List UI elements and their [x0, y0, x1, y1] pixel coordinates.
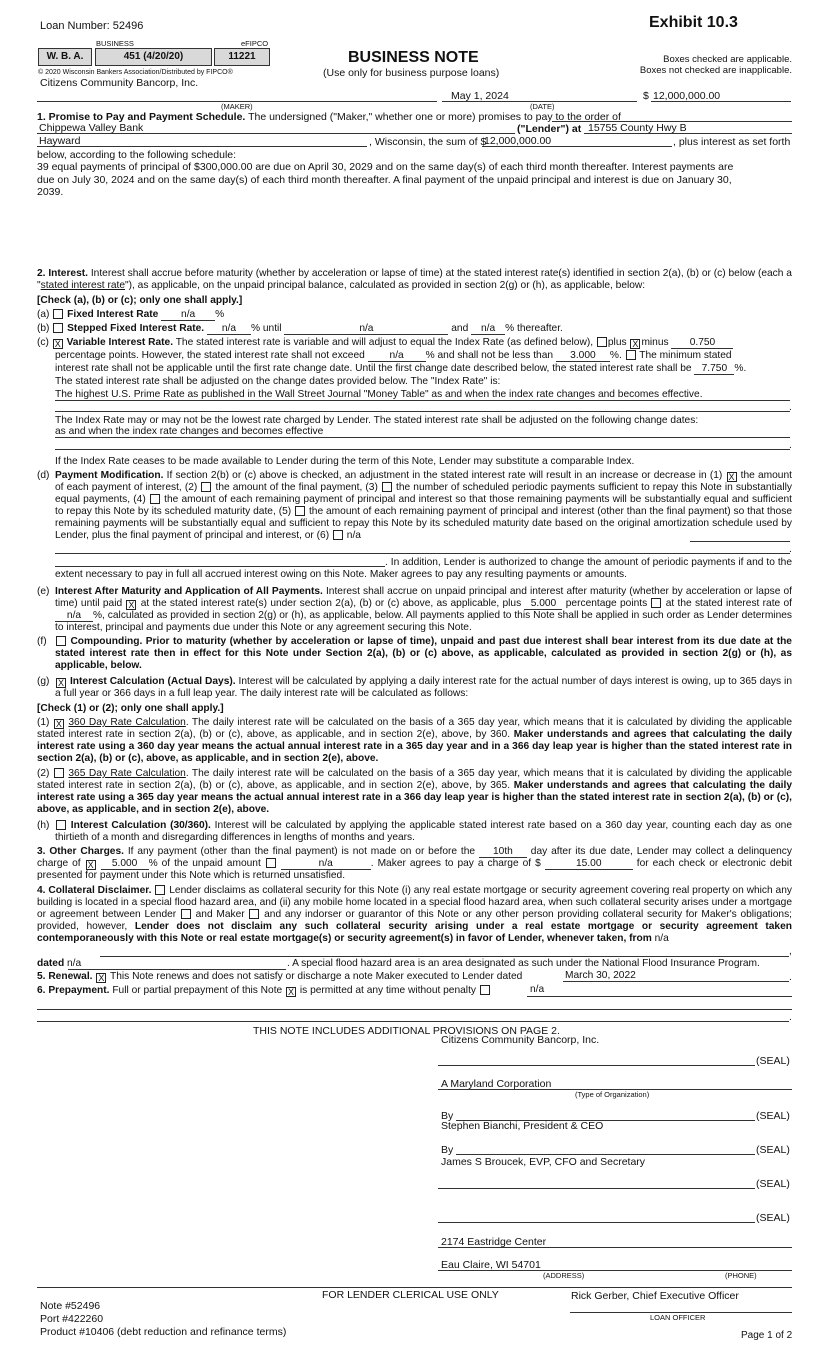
- dollar-sign: $: [643, 90, 649, 102]
- calc-360: (1) X 360 Day Rate Calculation. The daily interest rate will be calculated on the basis of a 365 day year, which means that it is calculated by dividing the applicable stated interest rate in section 2(a), (b) or (c), above, as applicable, and in section 2(e), above, by 360. Maker understands and agrees that calculating the daily interest rate using a 360 day year means the actual annual interest rate in a 365 day year and in a 366 day leap year is higher than the stated interest rate in section 2(a), (b) or (c), above, as applicable, and in section 2(e), above.: [37, 717, 792, 764]
- flood-hazard-text: . A special flood hazard area is an area designated as such under the National Flood Insurance Program.: [287, 958, 760, 969]
- checkbox-a[interactable]: [53, 309, 63, 319]
- maker-label: (MAKER): [221, 102, 253, 111]
- document-title: BUSINESS NOTE: [348, 49, 479, 66]
- payment-modification-tail: . In addition, Lender is authorized to change the amount of periodic payments if and to the extent necessary to pay in full all accrued interest owing on this Note. Maker agrees to pay any resulting payments or amounts.: [55, 557, 792, 580]
- address-label: (ADDRESS): [543, 1271, 585, 1280]
- lender-name: Chippewa Valley Bank: [39, 122, 144, 134]
- note-amount: 12,000,000.00: [653, 90, 721, 102]
- business-label: BUSINESS: [96, 39, 134, 48]
- check-abc-line: [Check (a), (b) or (c); only one shall apply.]: [37, 295, 243, 306]
- change-dates: as and when the index rate changes and becomes effective: [55, 426, 324, 437]
- e-label: (e): [37, 586, 50, 597]
- d-label: (d): [37, 470, 50, 481]
- option-c-line3: interest rate shall not be applicable until the first rate change date. Until the first change date described below, the stated interest rate shall be 7.750 %.: [55, 363, 747, 374]
- address-line-2: Eau Claire, WI 54701: [441, 1259, 541, 1271]
- index-substitute: If the Index Rate ceases to be made available to Lender during the term of this Note, Lender may substitute a comparable Index.: [55, 456, 635, 467]
- form-number-box: 451 (4/20/20): [95, 48, 212, 66]
- seal-5: (SEAL): [756, 1212, 790, 1224]
- organization-label: (Type of Organization): [575, 1090, 650, 1099]
- checkbox-b[interactable]: [53, 323, 63, 333]
- payment-schedule: 39 equal payments of principal of $300,000.00 are due on April 30, 2029 and on the same day(s) of each third month thereafter. Interest payments are due on July 30, 2024 and on the same day(s) of each third month thereafter. A final payment of the unpaid principal and interest is due on January 30, 2039.: [37, 161, 734, 198]
- checkbox-minus[interactable]: X: [632, 339, 639, 349]
- checkbox-e-plus[interactable]: X: [128, 600, 135, 610]
- collateral-disclaimer: 4. Collateral Disclaimer. Lender disclaims as collateral security for this Note (i) any real estate mortgage or security agreement covering real property on which any building is located in a special flood hazard area, and (ii) any mobile home located in a special flood hazard area, when such collateral security arises under a mortgage or agreement between Lender and Maker and any indorser or guarantor of this Note or any other person providing collateral security for Maker's obligations; provided, however, Lender does not disclaim any such collateral security arising under a real estate mortgage or security agreement taken contemporaneously with this Note or real estate mortgage(s) or security agreement(s) in favor of Lender, whenever taken, from n/a: [37, 885, 792, 944]
- lender-city: Hayward: [39, 135, 81, 147]
- other-charges: 3. Other Charges. If any payment (other than the final payment) is not made on or before the 10th day after its due date, Lender may collect a delinquency charge of X 5.000 % of the unpaid amount n/a . Maker agrees to pay a charge of $ 15.00 for each check or electronic debit presented for payment under this Note which is returned unsatisfied.: [37, 846, 792, 881]
- document-subtitle: (Use only for business purpose loans): [323, 67, 500, 79]
- index-rate: The highest U.S. Prime Rate as published in the Wall Street Journal "Money Table" as and when the index rate changes and becomes effective.: [55, 389, 703, 400]
- seal-4: (SEAL): [756, 1178, 790, 1190]
- g-label: (g): [37, 676, 50, 687]
- interest-30-360: Interest Calculation (30/360). Interest will be calculated by applying the applicable stated interest rate based on a 360 day year, counting each day as one thirtieth of a month and disregarding differences in lengths of months and years.: [55, 820, 792, 843]
- option-c-line2: percentage points. However, the stated interest rate shall not exceed n/a % and shall not be less than 3.000 %. The minimum stated: [55, 350, 732, 361]
- collateral-dated: dated n/a: [37, 958, 82, 969]
- checkbox-d2[interactable]: [201, 482, 211, 492]
- calc-365: (2) 365 Day Rate Calculation. The daily interest rate will be calculated on the basis of a 365 day year, which means that it is calculated by dividing the applicable stated interest rate in section 2(a), (b) or (c), above, as applicable, and in section 2(e), above, by 365. Maker understands and agrees that calculating the daily interest rate using a 365 day year means the actual annual interest rate in a 366 day leap year is higher than the stated interest rate in section 2(a), (b) or (c), above, as applicable, and in section 2(e), above.: [37, 768, 792, 815]
- loan-officer-label: LOAN OFFICER: [650, 1313, 706, 1322]
- seal-2: (SEAL): [756, 1110, 790, 1122]
- exhibit-label: Exhibit 10.3: [649, 14, 738, 31]
- phone-label: (PHONE): [725, 1271, 757, 1280]
- checkbox-365[interactable]: [54, 768, 64, 778]
- page-number: Page 1 of 2: [741, 1330, 793, 1341]
- checkbox-renewal[interactable]: X: [98, 973, 105, 983]
- seal-1: (SEAL): [756, 1055, 790, 1067]
- section1-line1: 1. Promise to Pay and Payment Schedule. The undersigned ("Maker," whether one or more) promises to pay to the order of: [37, 111, 621, 123]
- checkbox-c[interactable]: X: [54, 339, 61, 349]
- checkbox-delinquency-pct[interactable]: X: [87, 860, 94, 870]
- f-label: (f): [37, 636, 47, 647]
- lender-label: ("Lender") at: [517, 123, 582, 135]
- boxes-note-1: Boxes checked are applicable.: [663, 54, 792, 65]
- compounding: Compounding. Prior to maturity (whether by acceleration or lapse of time), unpaid and past due interest shall bear interest from its due date at the stated interest rate then in effect for this Note under Section 2(a), (b) or (c) above, as applicable, calculated as provided in section 2(g) or (h), as applicable, below.: [55, 636, 792, 671]
- checkbox-penalty[interactable]: [480, 985, 490, 995]
- checkbox-360[interactable]: X: [55, 719, 62, 729]
- maker-name: Citizens Community Bancorp, Inc.: [40, 77, 199, 89]
- checkbox-d3[interactable]: [382, 482, 392, 492]
- renewal-date: March 30, 2022: [565, 970, 636, 981]
- interest-after-maturity: Interest After Maturity and Application of All Payments. Interest shall accrue on unpaid principal and interest after maturity (whether by acceleration or lapse of time) until paid X at the stated interest rate(s) under section 2(a), (b) or (c) above, as applicable, plus 5.000 percentage points at the stated interest rate of n/a %, calculated as provided in section 2(g) or (h), as applicable, below. All payments applied to this Note shall be applied in such order as Lender determines to interest, principal and payments due under this Note or any agreement securing this Note.: [55, 586, 792, 633]
- note-number: Note #52496: [40, 1300, 101, 1312]
- schedule-intro: below, according to the following schedule:: [37, 149, 237, 161]
- checkbox-lender-maker[interactable]: [181, 909, 191, 919]
- copyright: © 2020 Wisconsin Bankers Association/Distributed by FIPCO®: [38, 69, 233, 76]
- checkbox-prepayment[interactable]: X: [288, 987, 295, 997]
- prepayment: 6. Prepayment. Full or partial prepayment of this Note X is permitted at any time without penalty: [37, 985, 797, 997]
- clerical-use: FOR LENDER CLERICAL USE ONLY: [322, 1289, 499, 1301]
- interest-text: , plus interest as set forth: [673, 136, 791, 148]
- checkbox-d4[interactable]: [150, 494, 160, 504]
- seal-3: (SEAL): [756, 1144, 790, 1156]
- organization-type: A Maryland Corporation: [441, 1078, 552, 1090]
- section2-intro: 2. Interest. Interest shall accrue before maturity (whether by acceleration or lapse of time) at the stated interest rate(s) identified in section 2(a), (b) or (c) below (each a "stated interest rate"), as applicable, on the unpaid principal balance, calculated as provided in section 2(g) or (h), as applicable, below:: [37, 268, 792, 291]
- checkbox-indorser[interactable]: [249, 909, 259, 919]
- option-b: (b) Stepped Fixed Interest Rate. n/a % until n/a and n/a % thereafter.: [37, 323, 563, 334]
- loan-officer-name: Rick Gerber, Chief Executive Officer: [571, 1290, 739, 1302]
- checkbox-d6[interactable]: [333, 530, 343, 540]
- by-label-2: By: [441, 1144, 454, 1156]
- prepayment-value: n/a: [530, 984, 545, 995]
- efipco-number-box: 11221: [214, 48, 270, 66]
- checkbox-plus[interactable]: [597, 337, 607, 347]
- sum-text: , Wisconsin, the sum of $: [369, 136, 487, 148]
- option-a: (a) Fixed Interest Rate n/a %: [37, 309, 225, 320]
- option-c-line1: (c) X Variable Interest Rate. The stated interest rate is variable and will adjust to equal the Index Rate (as defined below), plus X minus 0.750: [37, 337, 797, 349]
- efipco-label: eFIPCO: [241, 39, 269, 48]
- checkbox-minimum[interactable]: [626, 350, 636, 360]
- renewal: 5. Renewal. X This Note renews and does not satisfy or discharge a note Maker executed to Lender dated: [37, 971, 523, 983]
- checkbox-g[interactable]: X: [57, 678, 64, 688]
- signer-2: James S Broucek, EVP, CFO and Secretary: [441, 1156, 646, 1168]
- payment-modification: Payment Modification. If section 2(b) or (c) above is checked, an adjustment in the stated interest rate will result in an increase or decrease in (1) X the amount of each payment of interest, (2) the amount of the final payment, (3) the number of scheduled periodic payments sufficient to repay this Note in substantially equal payments, (4) the amount of each remaining payment of principal and interest so that those remaining payments will be substantially equal and sufficient to repay this Note by its scheduled maturity date, (5) the amount of each remaining payment of principal and interest (other than the final payment) so that those remaining payments will be substantially equal and sufficient to repay this Note by its scheduled maturity date based on the original amortization schedule used by Lender, plus the final payment of principal and interest, or (6) n/a: [55, 470, 793, 541]
- note-date: May 1, 2024: [451, 90, 509, 102]
- checkbox-d5[interactable]: [295, 506, 305, 516]
- boxes-note-2: Boxes not checked are inapplicable.: [639, 65, 792, 76]
- checkbox-f[interactable]: [56, 636, 66, 646]
- signature-company: Citizens Community Bancorp, Inc.: [441, 1034, 600, 1046]
- h-label: (h): [37, 820, 50, 831]
- checkbox-e-rate[interactable]: [651, 598, 661, 608]
- check-12-line: [Check (1) or (2); only one shall apply.]: [37, 703, 224, 714]
- checkbox-d1[interactable]: X: [728, 472, 735, 482]
- checkbox-collateral[interactable]: [155, 885, 165, 895]
- by-label-1: By: [441, 1110, 454, 1122]
- date-label: (DATE): [530, 102, 555, 111]
- lender-address: 15755 County Hwy B: [588, 122, 687, 134]
- checkbox-h[interactable]: [56, 820, 66, 830]
- page2-note: THIS NOTE INCLUDES ADDITIONAL PROVISIONS ON PAGE 2.: [253, 1025, 560, 1037]
- wba-box: W. B. A.: [38, 48, 92, 66]
- loan-number: Loan Number: 52496: [40, 20, 144, 32]
- change-dates-intro: The Index Rate may or may not be the lowest rate charged by Lender. The stated interest rate shall be adjusted on the following change dates:: [55, 415, 699, 426]
- product-number: Product #10406 (debt reduction and refinance terms): [40, 1326, 287, 1338]
- index-rate-intro: The stated interest rate shall be adjusted on the change dates provided below. The "Index Rate" is:: [55, 376, 501, 387]
- address-line-1: 2174 Eastridge Center: [441, 1236, 547, 1248]
- port-number: Port #422260: [40, 1313, 104, 1325]
- principal-sum: 12,000,000.00: [484, 135, 552, 147]
- signer-1: Stephen Bianchi, President & CEO: [441, 1120, 604, 1132]
- checkbox-delinquency-amt[interactable]: [266, 858, 276, 868]
- interest-actual-days: X Interest Calculation (Actual Days). Interest will be calculated by applying a daily interest rate for the actual number of days interest is owing, up to 365 days in a full year or 366 days in a full leap year. The daily interest rate will be calculated as follows:: [55, 676, 792, 699]
